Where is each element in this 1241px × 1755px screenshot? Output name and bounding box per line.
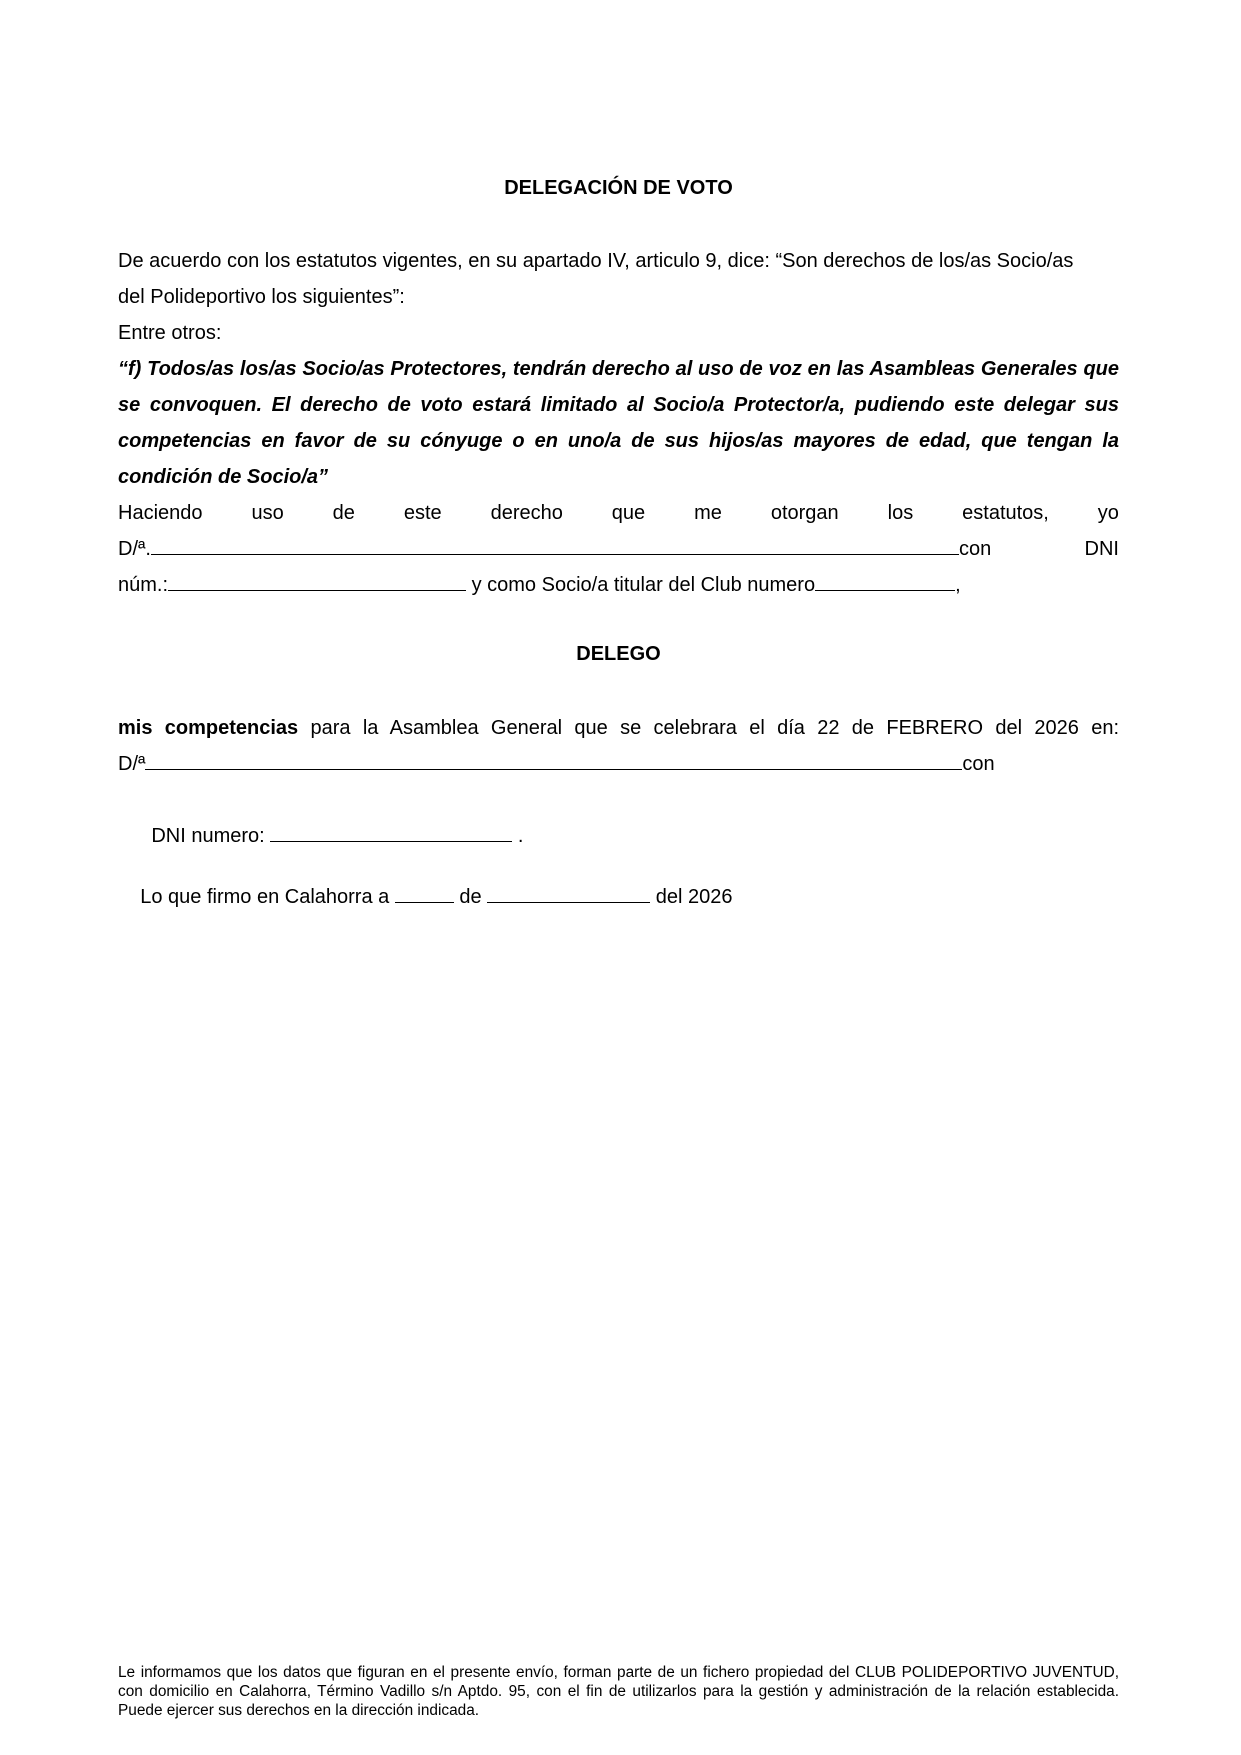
declaration-word: yo [1097,502,1119,524]
delegation-line-1 [118,710,1119,746]
declaration-word: derecho [490,502,563,524]
delegate-dni-label: DNI numero: [151,825,271,847]
num-prefix: núm.: [118,574,169,596]
declaration-line-1 [118,495,1119,531]
intro-line-1: De acuerdo con los estatutos vigentes, en su apartado IV, articulo 9, dice: “Son derechos de los/as Socio/as [118,250,1074,272]
delegate-prefix: D/ª [118,753,146,775]
declaration-word: otorgan [770,502,839,524]
signature-line [118,855,732,939]
signature-month-blank[interactable] [487,883,650,903]
intro-line-2: del Polideportivo los siguientes”: [118,286,405,308]
declaration-line-3 [118,567,1119,603]
signature-de: de [453,886,488,908]
signature-day-blank[interactable] [395,883,454,903]
delegate-dni-end: . [512,825,524,847]
privacy-footer: Le informamos que los datos que figuran en el presente envío, forman parte de un fichero propiedad del CLUB POLIDEPORTIVO JUVENTUD, con domicilio en Calahorra, Término Vadillo s/n Aptdo. 95, con el fin de utilizarlos para la gestión y administración de la relación establecida. Puede ejercer sus derechos en la dirección indicada. [118,1664,1119,1719]
declaration-line-2 [118,531,1119,567]
declaration-word: estatutos, [962,502,1049,524]
delegation-rest: para la Asamblea General que se celebrara el día 22 de FEBRERO del 2026 en: [298,717,1119,739]
dni-label: DNI [1084,538,1119,560]
statute-quote: “f) Todos/as los/as Socio/as Protectores, tendrán derecho al uso de voz en las Asambleas Generales que se convoquen. El derecho de voto estará limitado al Socio/a Protector/a, pudiendo este delegar sus competencias en favor de su cónyuge o en uno/a de sus hijos/as mayores de edad, que tengan la condición de Socio/a” [118,358,1119,488]
delegate-con: con [962,753,995,775]
name-field-group [118,531,991,567]
con-label: con [958,538,992,560]
delegation-text [118,710,1119,746]
comma: , [955,574,961,596]
grantor-dni-blank[interactable] [168,571,466,591]
club-number-blank[interactable] [815,571,955,591]
declaration-word: los [887,502,914,524]
declaration-word: este [403,502,442,524]
signature-prefix: Lo que firmo en Calahorra a [140,886,395,908]
delego-heading: DELEGO [576,643,661,665]
delegation-bold-lead: mis competencias [118,717,299,739]
club-text: y como Socio/a titular del Club numero [466,574,816,596]
intro-line-3: Entre otros: [118,322,222,344]
delegate-dni-blank[interactable] [270,822,512,842]
grantor-name-blank[interactable] [151,535,959,555]
signature-suffix: del 2026 [650,886,733,908]
declaration-word: que [611,502,646,524]
name-prefix: D/ª. [118,538,151,560]
intro-section [118,243,1119,603]
declaration-word: de [332,502,355,524]
declaration-word: uso [251,502,284,524]
declaration-word: Haciendo [118,502,203,524]
delegate-name-blank[interactable] [145,750,962,770]
declaration-word: me [694,502,722,524]
delegation-line-2 [118,746,1119,782]
document-title: DELEGACIÓN DE VOTO [504,177,733,199]
